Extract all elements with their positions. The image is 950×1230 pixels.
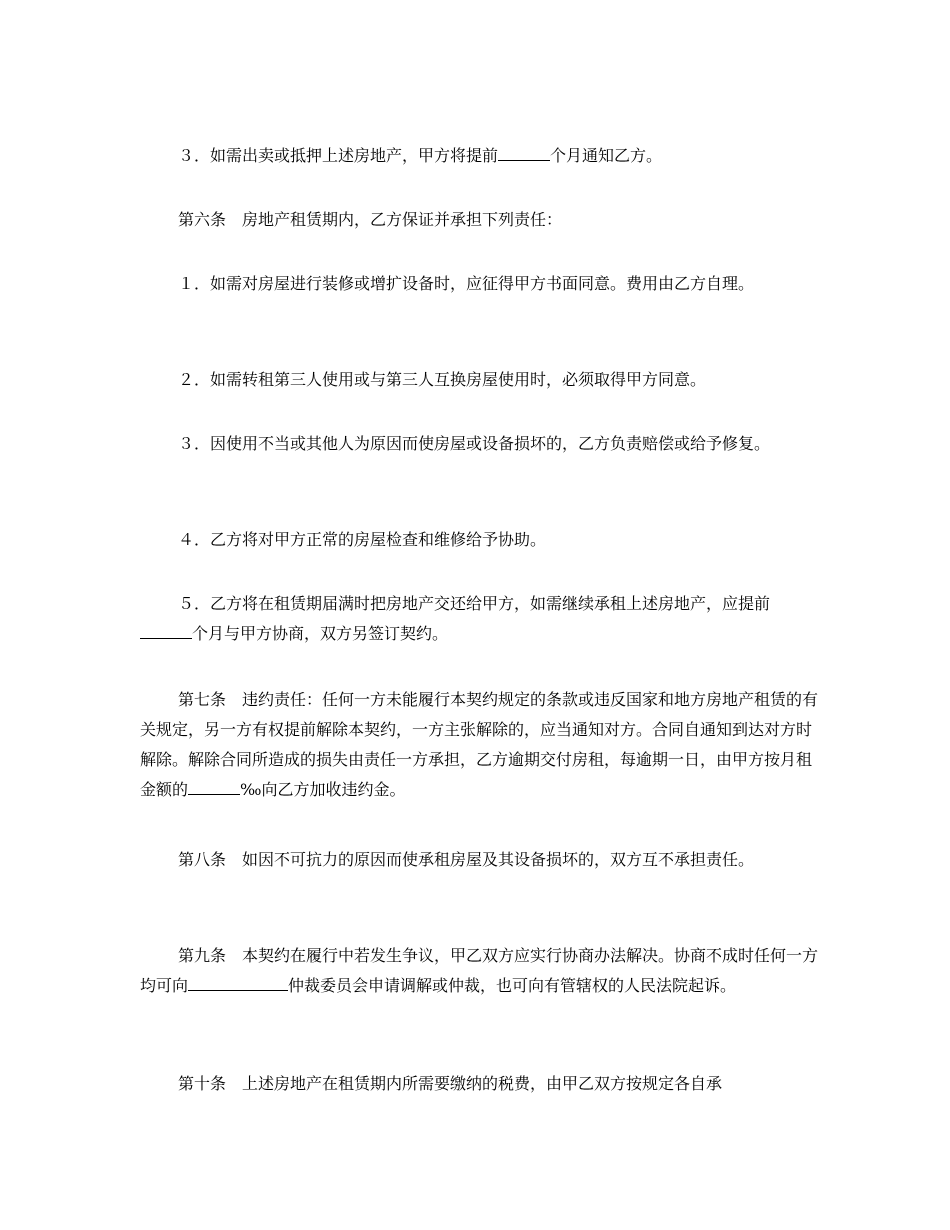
fill-blank[interactable] [188, 776, 240, 795]
clause-6-item-5 [140, 589, 820, 649]
clause-text: ３．如需出卖或抵押上述房地产，甲方将提前 [178, 146, 499, 165]
fill-blank[interactable] [498, 142, 550, 161]
clause-text-after: 个月通知乙方。 [550, 146, 663, 165]
clause-text: 第七条 违约责任：任何一方未能履行本契约规定的条款或违反国家和地方房地产租赁的有关规定，另一方有权提前解除本契约，一方主张解除的，应当通知对方。合同自通知到达对方时解除。解除合同所造成的损失由责任一方承担，乙方逾期交付房租，每逾期一日，由甲方按月租金额的 [140, 690, 819, 799]
clause-text: １．如需对房屋进行装修或增扩设备时，应征得甲方书面同意。费用由乙方自理。 [178, 274, 755, 293]
fill-blank[interactable] [140, 620, 192, 639]
fill-blank-long[interactable] [188, 972, 288, 991]
clause-8 [140, 845, 820, 875]
clause-text: 第十条 上述房地产在租赁期内所需要缴纳的税费，由甲乙双方按规定各自承 [178, 1074, 723, 1093]
clause-9 [140, 941, 820, 1001]
clause-6-item-1 [140, 269, 820, 299]
clause-text-after: 个月与甲方协商，双方另签订契约。 [192, 624, 449, 643]
clause-text-after: 仲裁委员会申请调解或仲裁，也可向有管辖权的人民法院起诉。 [288, 976, 737, 995]
clause-6-item-2 [140, 365, 820, 395]
clause-7 [140, 685, 820, 805]
clause-text: ３．因使用不当或其他人为原因而使房屋或设备损坏的，乙方负责赔偿或给予修复。 [178, 434, 771, 453]
clause-text-after: ‰向乙方加收违约金。 [240, 780, 406, 799]
clause-text: 第八条 如因不可抗力的原因而使承租房屋及其设备损坏的，双方互不承担责任。 [178, 850, 755, 869]
clause-6-item-3 [140, 429, 820, 459]
clause-text: ２．如需转租第三人使用或与第三人互换房屋使用时，必须取得甲方同意。 [178, 370, 707, 389]
clause-text: 第六条 房地产租赁期内，乙方保证并承担下列责任： [178, 210, 563, 229]
clause-text: ５．乙方将在租赁期届满时把房地产交还给甲方，如需继续承租上述房地产，应提前 [178, 594, 771, 613]
clause-text: ４．乙方将对甲方正常的房屋检查和维修给予协助。 [178, 530, 547, 549]
clause-6-heading [140, 205, 820, 235]
clause-6-item-4 [140, 525, 820, 555]
clause-text: 第九条 本契约在履行中若发生争议，甲乙双方应实行协商办法解决。协商不成时任何一方均可向 [140, 946, 819, 995]
clause-10 [140, 1069, 820, 1099]
clause-5-item-3 [140, 141, 820, 171]
